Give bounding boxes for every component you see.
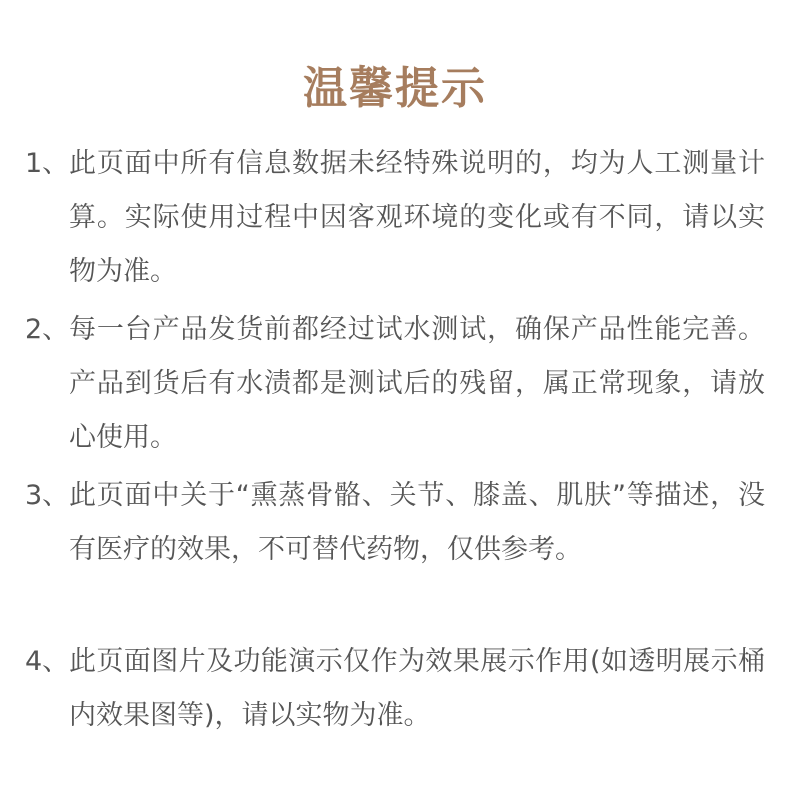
notice-list [25, 137, 765, 747]
notice-item-3 [25, 469, 765, 631]
notice-text: 此页面中关于“熏蒸骨骼、关节、膝盖、肌肤”等描述，没有医疗的效果，不可替代药物，仅供参考。 [69, 480, 765, 565]
notice-text: 此页面中所有信息数据未经特殊说明的，均为人工测量计算。实际使用过程中因客观环境的变化或有不同，请以实物为准。 [69, 148, 765, 287]
page-title: 温馨提示 [303, 63, 487, 114]
notice-number: 4、 [25, 646, 70, 677]
notice-number: 1、 [25, 148, 70, 179]
notice-number: 3、 [25, 480, 70, 511]
notice-number: 2、 [25, 314, 70, 345]
notice-item-2 [25, 303, 765, 465]
notice-text: 此页面图片及功能演示仅作为效果展示作用(如透明展示桶内效果图等)，请以实物为准。 [69, 646, 765, 731]
notice-item-4 [25, 635, 765, 743]
notice-item-1 [25, 137, 765, 299]
notice-text: 每一台产品发货前都经过试水测试，确保产品性能完善。产品到货后有水渍都是测试后的残留，属正常现象，请放心使用。 [69, 314, 765, 453]
